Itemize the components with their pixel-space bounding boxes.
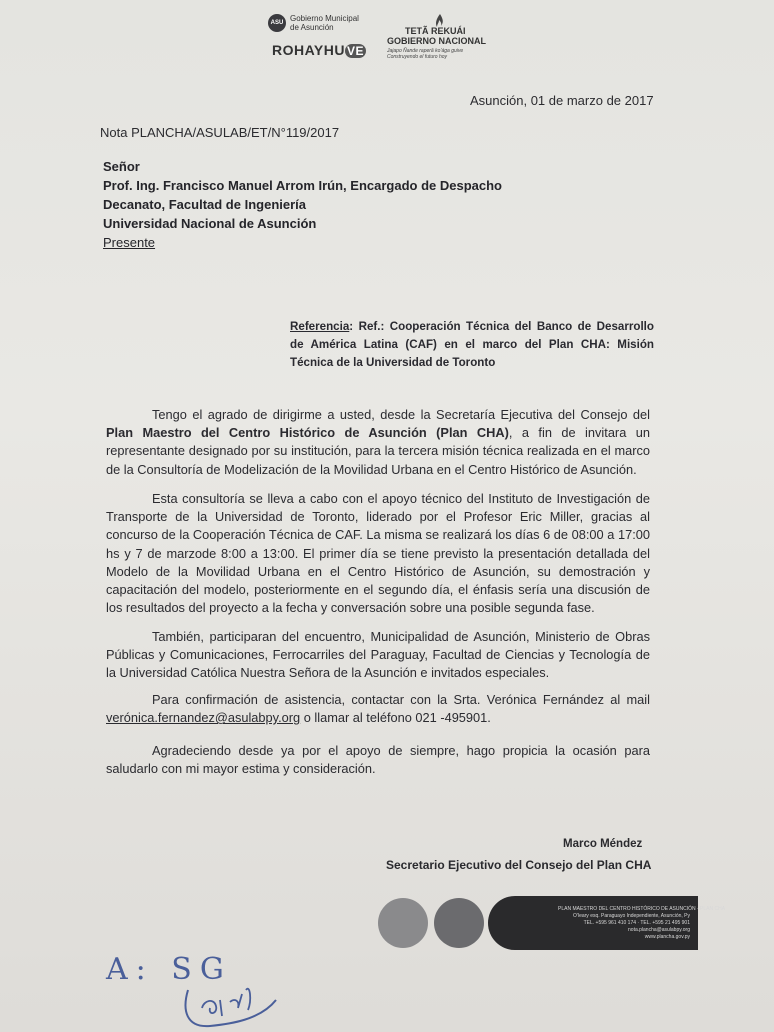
reference-text: : Ref.: Cooperación Técnica del Banco de Desarrollo de América Latina (CAF) en el marco del Plan CHA: Misión Técnica de la Universidad de Toronto xyxy=(290,320,654,369)
footer-dot-light xyxy=(378,898,428,948)
letter-date: Asunción, 01 de marzo de 2017 xyxy=(470,93,654,108)
addressee-salutation: Señor xyxy=(103,159,140,174)
reference-block xyxy=(290,318,654,372)
teta-rekuai-text: TETÃ REKUÁI xyxy=(405,26,466,36)
addressee-block xyxy=(103,157,502,252)
signatory-name: Marco Méndez xyxy=(563,838,643,850)
handwritten-signature xyxy=(180,970,280,1032)
government-logo xyxy=(385,14,495,62)
addressee-university: Universidad Nacional de Asunción xyxy=(103,216,317,231)
paragraph-invitation: Tengo el agrado de dirigirme a usted, desde la Secretaría Ejecutiva del Consejo del Plan Maestro del Centro Histórico de Asunción (Plan CHA), a fin de invitara un representante designado por su institución, para la tercera misión técnica realizada en el marco de la Consultoría de Modelización de la Movilidad Urbana en el Centro Histórico de Asunción. xyxy=(106,407,650,477)
asu-emblem-icon: ASU xyxy=(268,14,286,32)
rohayhuve-brand: ROHAYHU VE xyxy=(272,42,365,58)
addressee-presente: Presente xyxy=(103,235,156,250)
paragraph-closing: Agradeciendo desde ya por el apoyo de siempre, hago propicia la ocasión para saludarlo con mi mayor estima y consideración. xyxy=(106,743,650,777)
municipal-logo xyxy=(266,12,376,60)
paragraph-participants: También, participaran del encuentro, Municipalidad de Asunción, Ministerio de Obras Públicas y Comunicaciones, Ferrocarriles del Paraguay, Facultad de Ciencias y Tecnología de la Universidad Católica Nuestra Señora de la Asunción e invitados especiales. xyxy=(106,629,650,681)
signatory-title: Secretario Ejecutivo del Consejo del Plan CHA xyxy=(386,858,652,872)
reference-label: Referencia xyxy=(290,320,350,333)
addressee-department: Decanato, Facultad de Ingeniería xyxy=(103,197,306,212)
gobierno-nacional-text: GOBIERNO NACIONAL xyxy=(387,36,486,46)
paragraph-consultancy: Esta consultoría se lleva a cabo con el apoyo técnico del Instituto de Investigación de Transporte de la Universidad de Toronto, liderado por el Profesor Eric Miller, gracias al concurso de la Cooperación Técnica de CAF. La misma se realizará los días 6 de 08:00 a 17:00 hs y 7 de marzode 8:00 a 13:00. El primer día se tiene previsto la presentación detallada del Modelo de la Movilidad Urbana en el Centro Histórico de Asunción, su demostración y capacitación del modelo, posteriormente en el segundo día, el énfasis sería una discusión de los resultados del proyecto a la fecha y conversación sobre una posible segunda fase. xyxy=(106,491,650,616)
municipal-name: Gobierno Municipal de Asunción xyxy=(290,14,359,32)
paragraph-contact: Para confirmación de asistencia, contactar con la Srta. Verónica Fernández al mail verónica.fernandez@asulabpy.org o llamar al teléfono 021 -495901. xyxy=(106,692,650,726)
footer-contact-bar: PLAN MAESTRO DEL CENTRO HISTÓRICO DE ASUNCIÓN · PLAN CHA Oʼleary esq. Paraguayo Independiente, Asunción, Py TEL. +595 961 410 174 · TEL. +595 21 495 901 nota.plancha@asulabpy.org www.plancha.gov.py xyxy=(488,896,698,950)
government-tagline: Jajapo Ñande raperã koʼága guive Construyendo el futuro hoy xyxy=(387,48,464,60)
addressee-name: Prof. Ing. Francisco Manuel Arrom Irún, Encargado de Despacho xyxy=(103,178,502,193)
contact-email-link[interactable]: verónica.fernandez@asulabpy.org xyxy=(106,710,301,726)
reference-number: Nota PLANCHA/ASULAB/ET/N°119/2017 xyxy=(100,125,340,140)
handwritten-note: A: SG xyxy=(106,952,232,987)
footer-dot-medium xyxy=(434,898,484,948)
